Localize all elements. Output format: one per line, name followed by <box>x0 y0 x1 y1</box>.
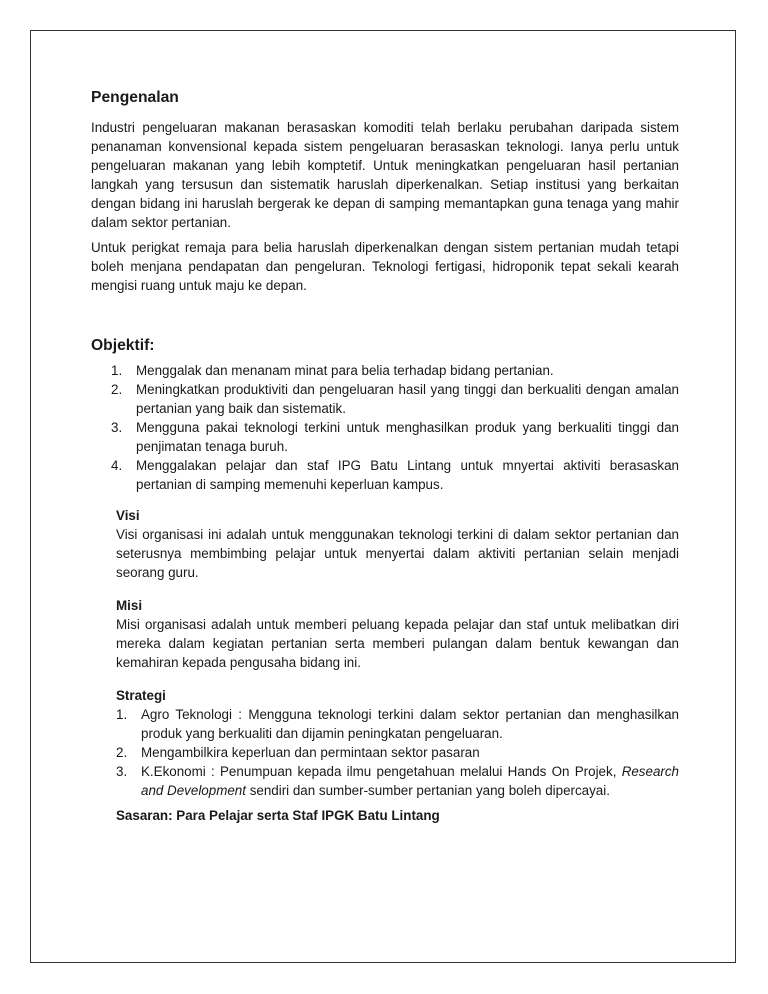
list-item <box>116 762 679 800</box>
list-number: 1. <box>111 363 123 378</box>
document-body <box>91 88 679 825</box>
objektif-heading: Objektif: <box>91 337 155 354</box>
visi-text: Visi organisasi ini adalah untuk menggunakan teknologi terkini di dalam sektor pertanian dan seterusnya membimbing pelajar untuk menyertai dalam aktiviti pertanian selain menjadi seorang guru. <box>116 527 679 580</box>
list-number: 2. <box>116 745 128 760</box>
list-text: Menggalakan pelajar dan staf IPG Batu Lintang untuk mnyertai aktiviti berasaskan pertanian di samping memenuhi keperluan kampus. <box>136 458 679 492</box>
pengenalan-paragraph-2: Untuk perigkat remaja para belia haruslah diperkenalkan dengan sistem pertanian mudah tetapi boleh menjana pendapatan dan pengeluran. Teknologi fertigasi, hidroponik tepat sekali kearah mengisi ruang untuk maju ke depan. <box>91 240 679 293</box>
visi-section <box>116 506 679 582</box>
list-text: Agro Teknologi : Mengguna teknologi terkini dalam sektor pertanian dan menghasilkan produk yang berkualiti dan dijamin peningkatan pengeluaran. <box>141 707 679 741</box>
list-text-part: sendiri dan sumber-sumber pertanian yang boleh dipercayai. <box>245 783 610 798</box>
list-text-italic: Research and Development <box>141 764 679 798</box>
pengenalan-paragraph-1: Industri pengeluaran makanan berasaskan komoditi telah berlaku perubahan daripada sistem penanaman konvensional kepada sistem pengeluaran berasaskan teknologi. Ianya perlu untuk pengeluaran makanan yang lebih komptetif. Untuk meningkatkan pengeluaran hasil pertanian langkah yang tersusun dan sistematik haruslah diperkenalkan. Setiap institusi yang berkaitan dengan bidang ini haruslah bergerak ke depan di samping memantapkan guna tenaga yang mahir dalam sektor pertanian. <box>91 120 679 230</box>
list-text <box>141 762 679 800</box>
sasaran-text: Sasaran: Para Pelajar serta Staf IPGK Batu Lintang <box>116 808 440 823</box>
strategi-section <box>116 686 679 800</box>
misi-text: Misi organisasi adalah untuk memberi peluang kepada pelajar dan staf untuk melibatkan diri mereka dalam kegiatan pertanian serta memberi pulangan dalam bentuk kewangan dan kemahiran kepada pengusaha bidang ini. <box>116 617 679 670</box>
list-text-part: K.Ekonomi : Penumpuan kepada ilmu pengetahuan melalui Hands On Projek, <box>141 764 622 779</box>
objektif-list <box>111 361 679 494</box>
strategi-list <box>116 705 679 800</box>
list-number: 1. <box>116 707 128 722</box>
misi-section <box>116 596 679 672</box>
misi-heading: Misi <box>116 598 143 613</box>
list-text: Menggalak dan menanam minat para belia terhadap bidang pertanian. <box>136 363 554 378</box>
list-number: 3. <box>111 420 123 435</box>
list-item <box>116 743 679 762</box>
list-number: 4. <box>111 458 123 473</box>
list-item <box>111 456 679 494</box>
visi-heading: Visi <box>116 508 140 523</box>
pengenalan-heading: Pengenalan <box>91 89 179 106</box>
list-text: Mengambilkira keperluan dan permintaan sektor pasaran <box>141 745 480 760</box>
list-text: Mengguna pakai teknologi terkini untuk menghasilkan produk yang berkualiti tinggi dan penjimatan tenaga buruh. <box>136 420 679 454</box>
list-text: Meningkatkan produktiviti dan pengeluaran hasil yang tinggi dan berkualiti dengan amalan pertanian yang baik dan sistematik. <box>136 382 679 416</box>
list-number: 2. <box>111 382 123 397</box>
list-item <box>111 380 679 418</box>
list-number: 3. <box>116 764 128 779</box>
list-item <box>116 705 679 743</box>
list-item <box>111 418 679 456</box>
list-item <box>111 361 679 380</box>
strategi-heading: Strategi <box>116 688 166 703</box>
